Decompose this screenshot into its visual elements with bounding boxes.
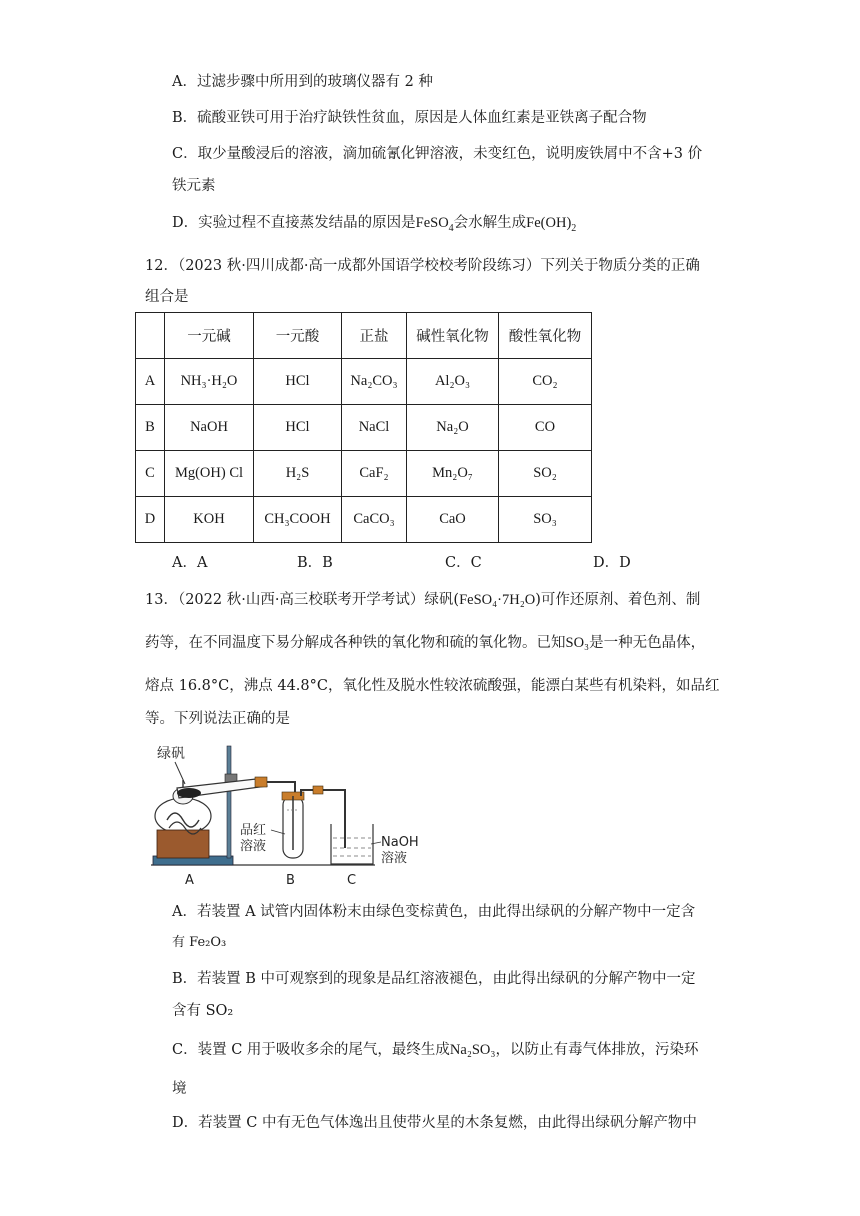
table-cell: Na₂CO₃: [342, 359, 407, 405]
table-cell: CO: [499, 405, 592, 451]
table-cell: KOH: [165, 497, 254, 543]
table-row: [136, 497, 592, 543]
q13-formula-na2so3: Na₂SO₃: [449, 1042, 496, 1058]
q13-option-c-1a: C．装置 C 用于吸收多余的尾气，最终生成: [172, 1042, 450, 1058]
table-header-cell: 一元酸: [254, 313, 342, 359]
q13-stem-line-4: 等。下列说法正确的是: [145, 711, 290, 727]
label-a: A: [185, 873, 194, 888]
q11-option-a: A．过滤步骤中所用到的玻璃仪器有 2 种: [172, 74, 433, 90]
label-naoh-1: NaOH: [381, 835, 419, 850]
q13-stem-1b: )可作还原剂、着色剂、制: [535, 592, 701, 608]
label-b: B: [286, 873, 295, 888]
q13-option-a-line-1: A．若装置 A 试管内固体粉末由绿色变棕黄色，由此得出绿矾的分解产物中一定含: [172, 904, 696, 920]
q12-stem-line-1: 12．（2023 秋·四川成都·高一成都外国语学校校考阶段练习）下列关于物质分类的正确: [145, 258, 700, 274]
q11-option-c: C．取少量酸浸后的溶液，滴加硫氰化钾溶液，未变红色，说明废铁屑中不含+3 价: [172, 146, 703, 162]
q11-option-d-formula-2: Fe(OH): [526, 215, 572, 231]
table-header-cell: [136, 313, 165, 359]
q12-stem-line-2: 组合是: [145, 289, 189, 305]
label-lvfan: 绿矾: [157, 746, 185, 762]
table-header-cell: 碱性氧化物: [407, 313, 499, 359]
table-header-cell: 一元碱: [165, 313, 254, 359]
table-cell: H₂S: [254, 451, 342, 497]
table-header-cell: 酸性氧化物: [499, 313, 592, 359]
table-row: [136, 359, 592, 405]
table-cell: HCl: [254, 359, 342, 405]
table-cell: Mg(OH) Cl: [165, 451, 254, 497]
table-cell: CaCO₃: [342, 497, 407, 543]
classification-table: [135, 312, 592, 543]
q11-option-d-prefix: D．实验过程不直接蒸发结晶的原因是: [172, 215, 416, 231]
q12-answer-b: B．B: [297, 555, 333, 571]
table-row: [136, 405, 592, 451]
q12-answer-a: A．A: [172, 555, 208, 571]
q13-stem-2a: 药等，在不同温度下易分解成各种铁的氧化物和硫的氧化物。已知: [145, 635, 566, 651]
q13-stem-2b: 是一种无色晶体，: [589, 635, 706, 651]
q11-option-d-formula-1-sub: 4: [448, 222, 454, 234]
q13-option-c-line-2: 境: [172, 1081, 187, 1097]
q13-stem-line-3: 熔点 16.8°C，沸点 44.8°C，氧化性及脱水性较浓硫酸强，能漂白某些有机染料，如品红: [145, 678, 720, 694]
table-cell: C: [136, 451, 165, 497]
q11-option-d-mid: 会水解生成: [453, 215, 527, 231]
table-cell: CaF₂: [342, 451, 407, 497]
apparatus-figure: [145, 738, 435, 888]
table-cell: NH₃·H₂O: [165, 359, 254, 405]
table-cell: B: [136, 405, 165, 451]
q11-option-d-formula-2-sub: 2: [571, 222, 577, 234]
table-row: [136, 451, 592, 497]
q11-option-c-continued: 铁元素: [172, 178, 216, 194]
label-pinhong-2: 溶液: [240, 839, 267, 854]
q11-option-d: [172, 213, 576, 239]
q13-option-d-line-1: D．若装置 C 中有无色气体逸出且使带火星的木条复燃，由此得出绿矾分解产物中: [172, 1115, 697, 1131]
q13-option-b-line-2: 含有 SO₂: [172, 1003, 234, 1019]
table-cell: SO₂: [499, 451, 592, 497]
table-cell: Al₂O₃: [407, 359, 499, 405]
q13-stem-line-1: [145, 590, 700, 610]
table-cell: CaO: [407, 497, 499, 543]
q13-option-a-line-2: 有 Fe₂O₃: [172, 935, 227, 950]
table-cell: A: [136, 359, 165, 405]
table-cell: SO₃: [499, 497, 592, 543]
q13-formula-so3: SO₃: [565, 635, 590, 651]
q13-formula-lvfan: FeSO₄·7H₂O: [459, 592, 536, 608]
q12-answer-d: D．D: [593, 555, 631, 571]
q13-option-c-1b: ，以防止有毒气体排放，污染环: [495, 1042, 699, 1058]
q13-stem-line-2: [145, 633, 705, 653]
table-cell: NaOH: [165, 405, 254, 451]
q13-option-b-line-1: B．若装置 B 中可观察到的现象是品红溶液褪色，由此得出绿矾的分解产物中一定: [172, 971, 696, 987]
table-cell: Na₂O: [407, 405, 499, 451]
table-cell: Mn₂O₇: [407, 451, 499, 497]
q11-option-b: B．硫酸亚铁可用于治疗缺铁性贫血，原因是人体血红素是亚铁离子配合物: [172, 110, 647, 126]
table-cell: CH₃COOH: [254, 497, 342, 543]
q13-stem-1a: 13．（2022 秋·山西·高三校联考开学考试）绿矾(: [145, 592, 460, 608]
q12-answer-c: C．C: [445, 555, 482, 571]
table-header-cell: 正盐: [342, 313, 407, 359]
label-pinhong-1: 品红: [240, 823, 267, 838]
table-cell: NaCl: [342, 405, 407, 451]
label-c: C: [347, 873, 357, 888]
table-cell: CO₂: [499, 359, 592, 405]
q11-option-d-formula-1: FeSO: [415, 215, 449, 231]
table-header-row: [136, 313, 592, 359]
table-cell: D: [136, 497, 165, 543]
q13-option-c-line-1: [172, 1040, 698, 1060]
label-naoh-2: 溶液: [381, 851, 408, 866]
table-cell: HCl: [254, 405, 342, 451]
